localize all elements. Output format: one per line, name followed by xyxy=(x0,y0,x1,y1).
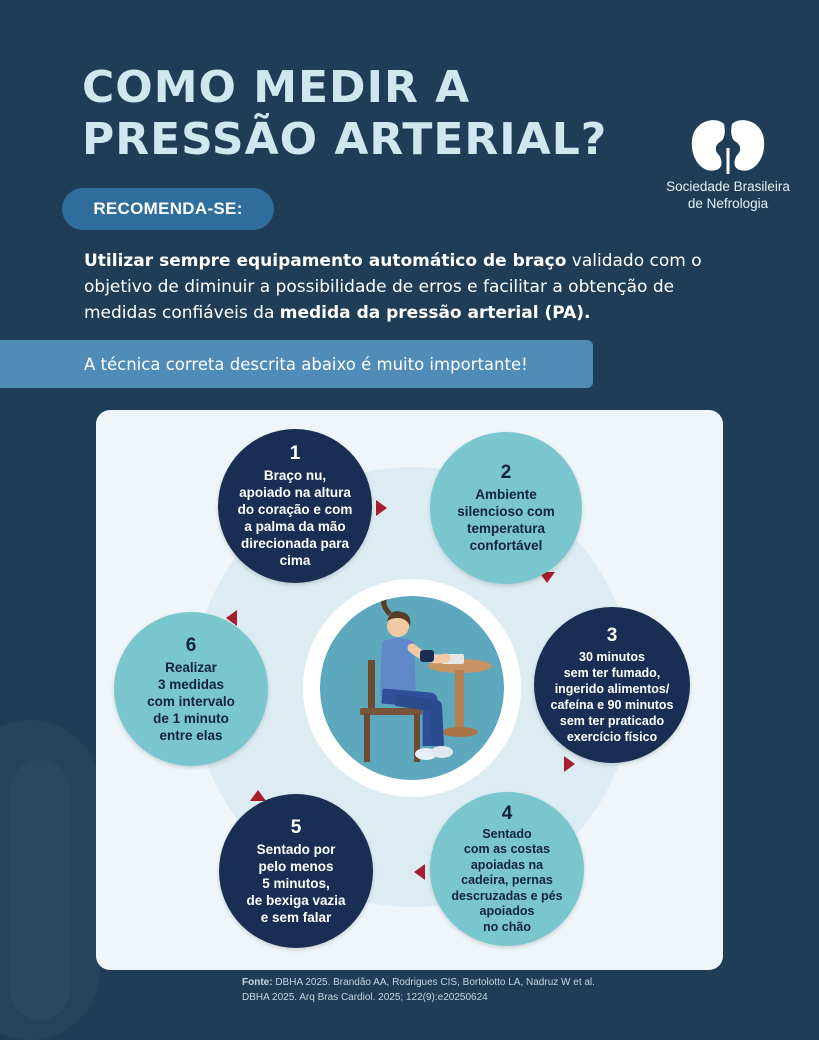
cycle-arrow-icon xyxy=(250,790,266,801)
source-citation xyxy=(242,975,622,1005)
recommendation-bold-2: medida da pressão arterial (PA). xyxy=(279,303,591,323)
step-text: 30 minutos sem ter fumado, ingerido alimentos/ cafeína e 90 minutos sem ter praticado exercício físico xyxy=(550,650,674,744)
recommendation-text-1: validado com o objetivo de diminuir a possibilidade de erros e facilitar a obtenção de medidas confiáveis da xyxy=(84,251,702,323)
kidneys-icon xyxy=(686,118,770,176)
cycle-arrow-icon xyxy=(414,864,425,880)
source-label: Fonte: xyxy=(242,977,273,988)
technique-banner-text: A técnica correta descrita abaixo é muito importante! xyxy=(84,354,528,374)
step-number: 4 xyxy=(501,802,513,824)
step-1 xyxy=(218,429,372,583)
step-3 xyxy=(534,607,690,763)
source-text: DBHA 2025. Brandão AA, Rodrigues CIS, Bortolotto LA, Nadruz W et al. DBHA 2025. Arq Bras Cardiol. 2025; 122(9):e20250624 xyxy=(242,977,595,1003)
step-5 xyxy=(219,794,373,948)
background-decoration xyxy=(10,760,70,1020)
cycle-arrow-icon xyxy=(376,500,387,516)
step-text: Braço nu, apoiado na altura do coração e com a palma da mão direcionada para cima xyxy=(237,468,353,568)
step-number: 5 xyxy=(290,816,302,838)
seated-patient-illustration xyxy=(320,596,504,780)
page-title: COMO MEDIR A PRESSÃO ARTERIAL? xyxy=(82,62,608,165)
step-text: Sentado com as costas apoiadas na cadeira, pernas descruzadas e pés apoiados no chão xyxy=(451,826,563,934)
step-4 xyxy=(430,792,584,946)
step-number: 3 xyxy=(606,625,618,646)
recommend-label: RECOMENDA-SE: xyxy=(62,188,274,230)
step-6 xyxy=(114,612,268,766)
logo-text: Sociedade Brasileira de Nefrologia xyxy=(666,179,790,211)
cycle-arrow-icon xyxy=(564,756,575,772)
recommendation-bold-1: Utilizar sempre equipamento automático de braço xyxy=(84,251,567,271)
step-text: Ambiente silencioso com temperatura confortável xyxy=(457,487,555,553)
step-text: Sentado por pelo menos 5 minutos, de bexiga vazia e sem falar xyxy=(246,841,346,925)
step-number: 1 xyxy=(289,443,301,464)
technique-banner xyxy=(0,340,593,388)
step-number: 6 xyxy=(185,634,197,656)
logo xyxy=(658,118,798,212)
recommendation-text xyxy=(84,248,744,326)
step-2 xyxy=(430,432,582,584)
step-number: 2 xyxy=(500,462,512,483)
step-text: Realizar 3 medidas com intervalo de 1 minuto entre elas xyxy=(147,659,235,743)
